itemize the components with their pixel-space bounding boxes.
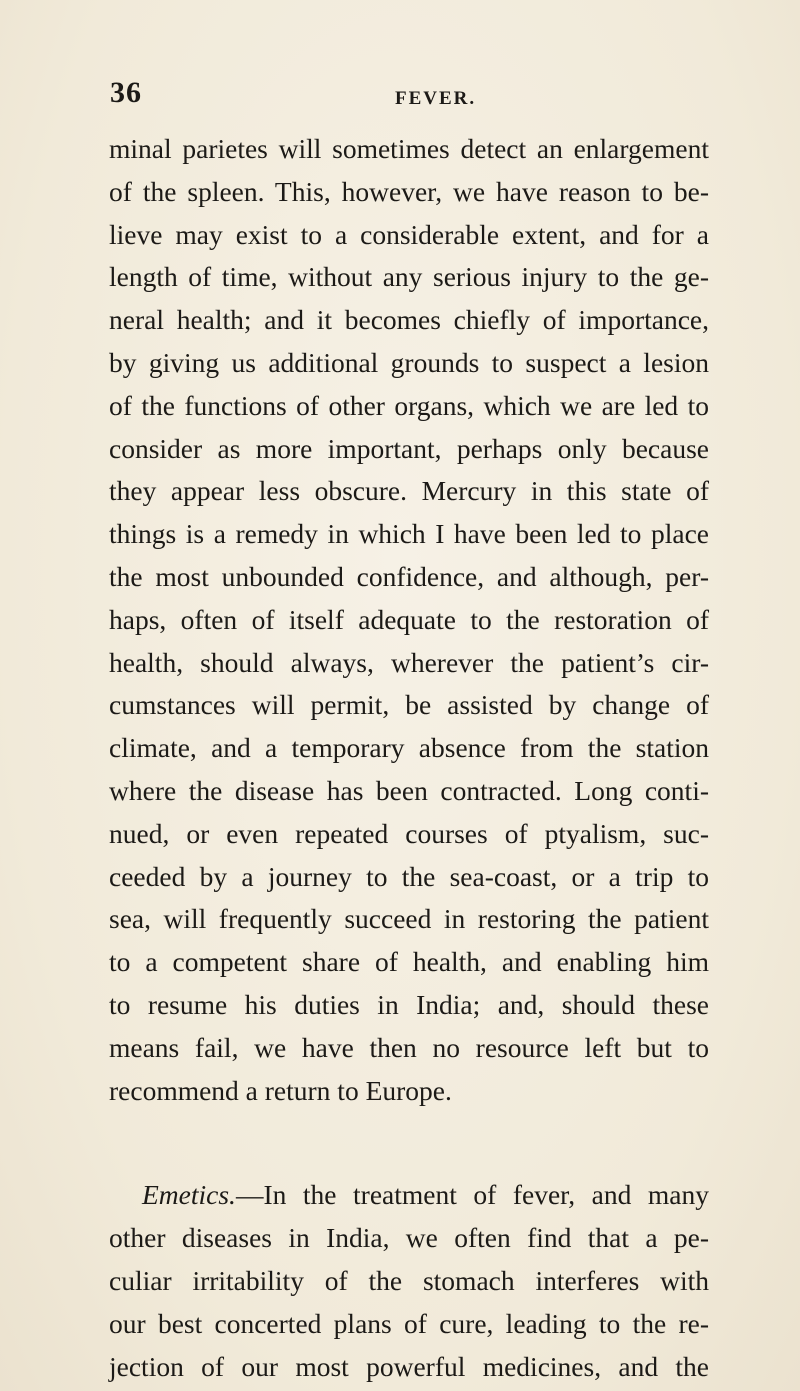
paragraph-spleen-mercury [109, 128, 709, 1112]
text-line: means fail, we have then no resource left but to [109, 1031, 709, 1063]
text-line: where the disease has been contracted. Long conti- [109, 774, 709, 806]
text-line: consider as more important, perhaps only because [109, 432, 709, 464]
text-line: by giving us additional grounds to suspect a lesion [109, 346, 709, 378]
text-line: of the functions of other organs, which we are led to [109, 389, 709, 421]
text-line: jection of our most powerful medicines, and the [109, 1350, 709, 1382]
text-line: length of time, without any serious injury to the ge- [109, 261, 709, 293]
text-line: haps, often of itself adequate to the restoration of [109, 603, 709, 635]
text-line: of the spleen. This, however, we have reason to be- [109, 175, 709, 207]
page-header [110, 76, 710, 116]
text-line-rest: —In the treatment of fever, and many [235, 1179, 709, 1211]
paragraph-spacer [109, 1112, 709, 1174]
paragraph-emetics [109, 1174, 709, 1388]
page-number: 36 [110, 76, 142, 109]
text-line [109, 1174, 709, 1217]
text-line: climate, and a temporary absence from the station [109, 732, 709, 764]
text-line: ceeded by a journey to the sea-coast, or a trip to [109, 860, 709, 892]
text-line: to resume his duties in India; and, should these [109, 988, 709, 1020]
text-line: recommend a return to Europe. [109, 1074, 452, 1106]
text-line: health, should always, wherever the patient’s cir- [109, 646, 709, 678]
text-line: neral health; and it becomes chiefly of importance, [109, 304, 709, 336]
text-line: they appear less obscure. Mercury in this state of [109, 475, 709, 507]
text-line: cumstances will permit, be assisted by change of [109, 689, 709, 721]
section-lead-emetics: Emetics. [142, 1179, 236, 1211]
text-line: the most unbounded confidence, and although, per- [109, 560, 709, 592]
body-text [109, 128, 709, 1388]
text-line: other diseases in India, we often find that a pe- [109, 1222, 709, 1254]
text-line: lieve may exist to a considerable extent, and for a [109, 218, 709, 250]
text-line: minal parietes will sometimes detect an enlargement [109, 133, 709, 164]
text-line: sea, will frequently succeed in restoring the patient [109, 903, 709, 935]
text-line: culiar irritability of the stomach interferes with [109, 1264, 709, 1296]
text-line: our best concerted plans of cure, leading to the re- [109, 1307, 709, 1339]
text-line: nued, or even repeated courses of ptyalism, suc- [109, 817, 709, 849]
text-line: to a competent share of health, and enabling him [109, 946, 709, 978]
running-head: FEVER. [395, 88, 477, 109]
text-line: things is a remedy in which I have been led to place [109, 518, 709, 550]
